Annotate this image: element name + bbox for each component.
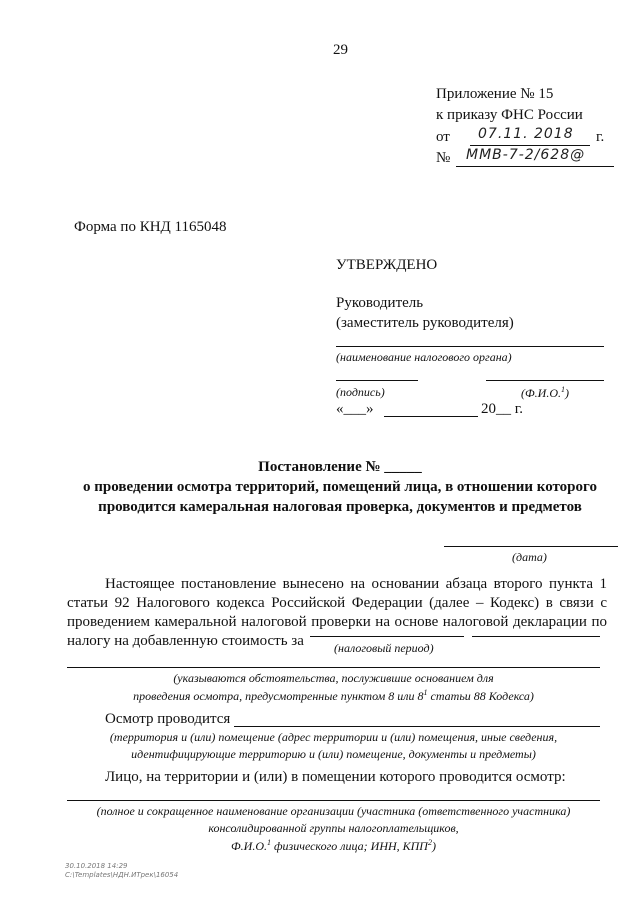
signature-hint: (подпись) [336, 385, 385, 399]
fio-hint [521, 385, 569, 401]
decree-subtitle-1: о проведении осмотра территорий, помещений лица, в отношении которого [83, 479, 597, 495]
decree-date-hint: (дата) [512, 550, 547, 564]
circumstances-hint-1: (указываются обстоятельства, послужившие основанием для [173, 671, 494, 685]
person-hint-3b: физического лица; ИНН, КПП [271, 839, 428, 853]
circumstances-hint-2 [67, 688, 600, 704]
fio-hint-text: (Ф.И.О. [521, 386, 561, 400]
signature-line [336, 380, 418, 381]
period-line-2 [472, 636, 600, 637]
approval-role: Руководитель [336, 295, 424, 311]
form-code: Форма по КНД 1165048 [74, 219, 227, 235]
approval-title: УТВЕРЖДЕНО [336, 257, 438, 273]
fio-hint-end: ) [564, 386, 569, 400]
person-hint-3 [67, 838, 600, 854]
person-label: Лицо, на территории и (или) в помещении которого проводится осмотр: [105, 769, 566, 785]
approval-date-month-line [384, 416, 478, 417]
inspection-hint-1: (территория и (или) помещение (адрес территории и (или) помещения, иные сведения, [109, 730, 558, 744]
basis-paragraph: Настоящее постановление вынесено на основании абзаца второго пункта 1 статьи 92 Налогового кодекса Российской Федерации (далее – Кодекс) в связи с проведением камеральной налоговой проверки на основе налоговой декларации по налогу на добавленную стоимость за [67, 576, 607, 649]
approval-date-day: «___» [336, 401, 374, 417]
circumstances-hint-2b: статьи 88 Кодекса) [427, 689, 534, 703]
footer-timestamp: 30.10.2018 14:29 [65, 862, 128, 870]
decree-date-line [444, 546, 618, 547]
period-line-1 [310, 636, 464, 637]
approval-role-deputy: (заместитель руководителя) [336, 315, 514, 331]
fio-hint-sup: 1 [560, 385, 565, 394]
period-hint: (налоговый период) [334, 641, 434, 655]
circumstances-hint-2a: проведения осмотра, предусмотренные пунктом 8 или 8 [133, 689, 424, 703]
footer-path: C:\Templates\НДН.ИТрек\16054 [65, 871, 179, 879]
person-hint-1: (полное и сокращенное наименование организации (участника (ответственного участника) [96, 804, 571, 818]
inspection-line [234, 726, 600, 727]
appendix-date-suffix: г. [596, 129, 605, 145]
person-hint-sup2: 2 [427, 838, 432, 847]
decree-title: Постановление № _____ [258, 459, 422, 475]
person-hint-sup1: 1 [267, 838, 272, 847]
appendix-title: Приложение № 15 [436, 86, 554, 102]
approval-date-year: 20__ г. [481, 401, 523, 417]
circumstances-hint-sup: 1 [423, 688, 428, 697]
decree-subtitle-2: проводится камеральная налоговая проверка, документов и предметов [98, 499, 582, 515]
appendix-number-prefix: № [436, 150, 451, 166]
person-hint-2: консолидированной группы налогоплательщиков, [208, 821, 459, 835]
inspection-hint-2: идентифицирующие территорию и (или) помещение, документы и предметы) [131, 747, 536, 761]
circumstances-line [67, 667, 600, 668]
fio-line [486, 380, 604, 381]
page-number: 29 [333, 42, 348, 58]
person-hint-3a: Ф.И.О. [231, 839, 268, 853]
appendix-order: к приказу ФНС России [436, 107, 583, 123]
appendix-date-prefix: от [436, 129, 450, 145]
organ-hint: (наименование налогового органа) [336, 350, 512, 364]
organ-line [336, 346, 604, 347]
inspection-label: Осмотр проводится [105, 711, 231, 727]
person-hint-3c: ) [431, 839, 436, 853]
appendix-date-value: 07.11. 2018 [478, 126, 574, 142]
person-line [67, 800, 600, 801]
appendix-number-value: ММВ-7-2/628@ [466, 147, 586, 163]
appendix-date-line [470, 145, 590, 146]
appendix-number-line [456, 166, 614, 167]
